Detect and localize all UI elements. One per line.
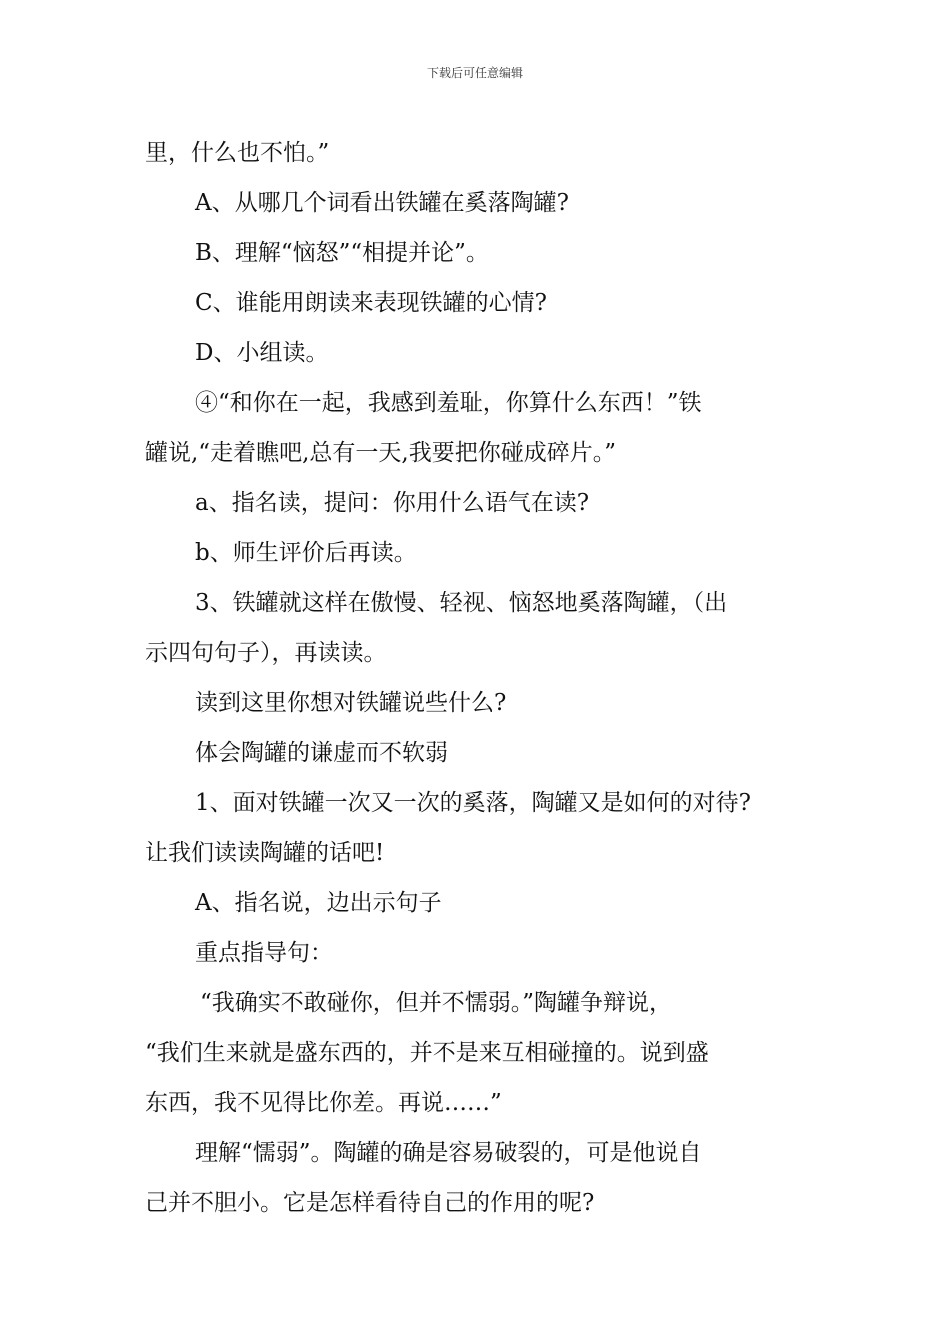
text-line: 读到这里你想对铁罐说些什么? bbox=[195, 690, 507, 716]
text-line: A、指名说，边出示句子 bbox=[195, 890, 442, 916]
document-body bbox=[145, 128, 813, 1228]
text-line: 3、铁罐就这样在傲慢、轻视、恼怒地奚落陶罐，（出 bbox=[195, 590, 728, 616]
text-line: 1、面对铁罐一次又一次的奚落，陶罐又是如何的对待? bbox=[195, 790, 751, 816]
text-line: b、师生评价后再读。 bbox=[195, 540, 417, 566]
text-line: 重点指导句： bbox=[195, 940, 333, 966]
text-line: 己并不胆小。它是怎样看待自己的作用的呢? bbox=[145, 1190, 595, 1216]
text-line: B、理解“恼怒”“相提并论”。 bbox=[195, 240, 489, 266]
text-line: a、指名读，提问：你用什么语气在读? bbox=[195, 490, 590, 516]
text-line: 里，什么也不怕。” bbox=[145, 140, 330, 166]
text-line: 让我们读读陶罐的话吧! bbox=[145, 840, 385, 866]
page-header: 下载后可任意编辑 bbox=[426, 66, 523, 80]
text-line: D、小组读。 bbox=[195, 340, 329, 366]
text-line: ④“和你在一起，我感到羞耻，你算什么东西！”铁 bbox=[195, 390, 702, 416]
text-line: 理解“懦弱”。陶罐的确是容易破裂的，可是他说自 bbox=[195, 1140, 702, 1166]
text-line: 体会陶罐的谦虚而不软弱 bbox=[195, 740, 448, 766]
text-line: 罐说,“走着瞧吧,总有一天,我要把你碰成碎片。” bbox=[145, 440, 616, 466]
text-line: 示四句句子），再读读。 bbox=[145, 640, 387, 666]
text-line: “我确实不敢碰你，但并不懦弱。”陶罐争辩说， bbox=[200, 990, 673, 1016]
text-line: A、从哪几个词看出铁罐在奚落陶罐? bbox=[195, 190, 569, 216]
text-line: C、谁能用朗读来表现铁罐的心情? bbox=[195, 290, 547, 316]
text-line: “我们生来就是盛东西的，并不是来互相碰撞的。说到盛 bbox=[145, 1040, 709, 1066]
text-line: 东西，我不见得比你差。再说……” bbox=[145, 1090, 502, 1116]
